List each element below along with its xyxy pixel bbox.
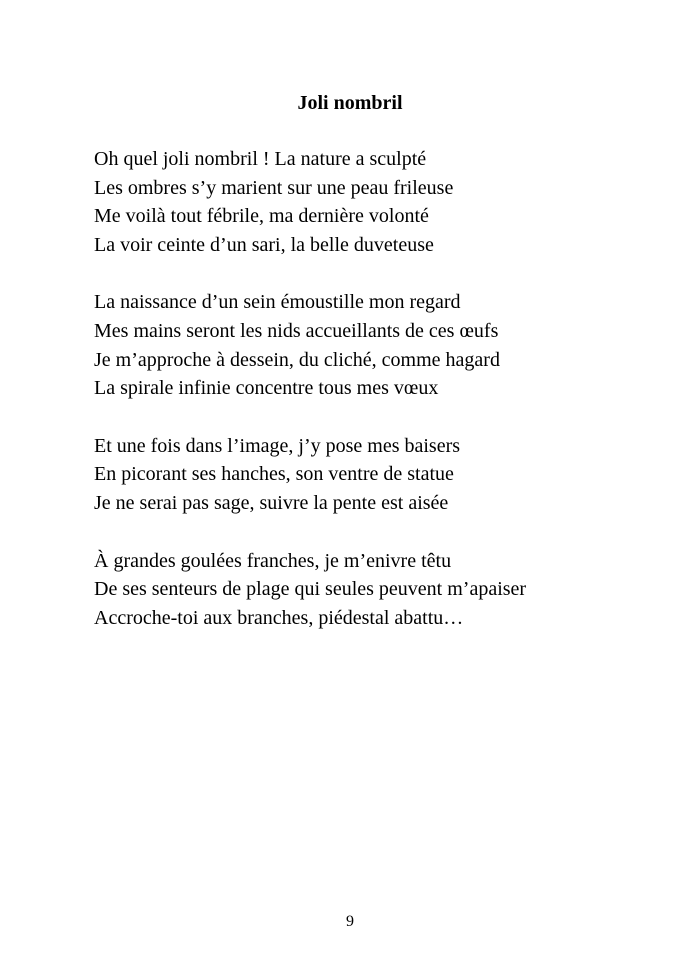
poem-title: Joli nombril: [297, 92, 403, 114]
poem-line: Accroche-toi aux branches, piédestal abattu…: [94, 606, 464, 629]
stanza-2: [94, 288, 654, 402]
poem-line: Me voilà tout fébrile, ma dernière volonté: [94, 205, 429, 228]
poem-line: En picorant ses hanches, son ventre de statue: [94, 463, 454, 486]
stanza-3: [94, 432, 654, 518]
poem-line: La spirale infinie concentre tous mes vœux: [94, 377, 439, 400]
poem-line: De ses senteurs de plage qui seules peuvent m’apaiser: [94, 578, 527, 601]
poem-line: Mes mains seront les nids accueillants de ces œufs: [94, 319, 499, 342]
poem-line: Je m’approche à dessein, du cliché, comme hagard: [94, 348, 500, 371]
poem-line: Oh quel joli nombril ! La nature a sculpté: [94, 148, 427, 170]
page-number: 9: [346, 913, 354, 930]
poem-line: Les ombres s’y marient sur une peau frileuse: [94, 176, 454, 199]
stanza-1: [94, 145, 654, 259]
poem-body: [94, 145, 654, 661]
poem-line: Et une fois dans l’image, j’y pose mes baisers: [94, 434, 461, 457]
poem-line: À grandes goulées franches, je m’enivre têtu: [94, 549, 452, 572]
poem-line: La naissance d’un sein émoustille mon regard: [94, 291, 461, 314]
poem-line: La voir ceinte d’un sari, la belle duveteuse: [94, 233, 434, 256]
poem-line: Je ne serai pas sage, suivre la pente est aisée: [94, 491, 449, 514]
stanza-4: [94, 547, 654, 633]
